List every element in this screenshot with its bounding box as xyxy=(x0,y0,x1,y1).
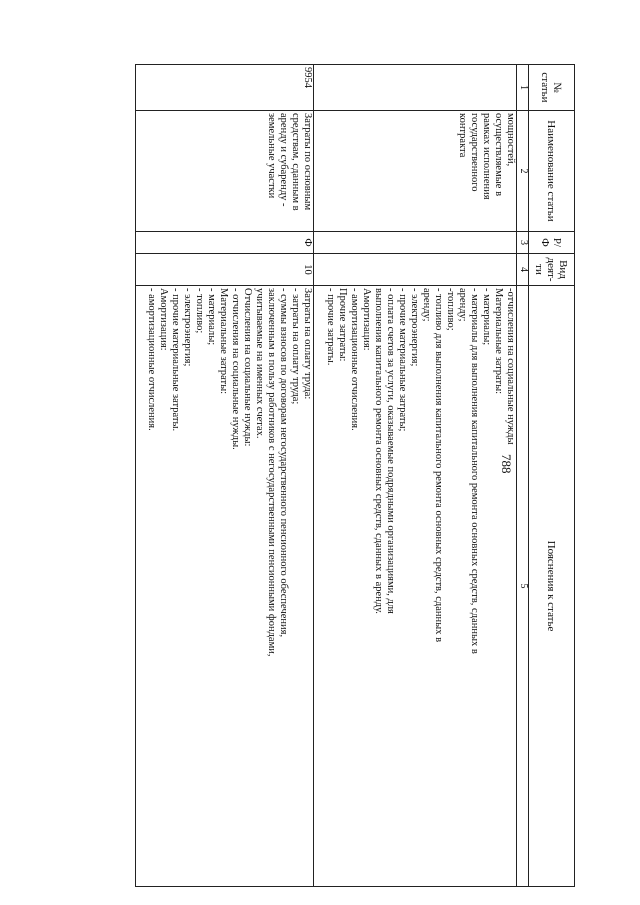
explanation-line: - материалы для выполнения капитального ремонта основных средств, сданных в xyxy=(469,288,480,654)
article-activity xyxy=(313,254,516,286)
header-rf: Р/ Ф xyxy=(529,232,575,254)
table-header-row xyxy=(529,65,575,887)
explanation-line: учитываемые на именных счетах. xyxy=(253,288,265,439)
article-activity: 10 xyxy=(136,254,314,286)
explanation-line: Материальные затраты: xyxy=(493,288,504,395)
explanation-line: Отчисления на социальные нужды: xyxy=(241,288,253,447)
explanation-line: - материалы; xyxy=(481,288,492,346)
explanation-line: выполнения капитального ремонта основных средств, сданных в аренду. xyxy=(373,288,384,614)
column-number: 2 xyxy=(517,111,529,232)
article-explanations xyxy=(136,286,314,887)
column-number-row xyxy=(517,65,529,887)
column-number: 3 xyxy=(517,232,529,254)
explanation-line: - прочие материальные затраты. xyxy=(169,288,181,432)
header-article-name: Наименование статьи xyxy=(529,111,575,232)
explanation-line: - отчисления на социальные нужды. xyxy=(229,288,241,450)
explanation-line: Амортизация: xyxy=(361,288,372,351)
explanation-line: Прочие затраты: xyxy=(337,288,348,362)
column-number: 5 xyxy=(517,286,529,887)
column-number: 1 xyxy=(517,65,529,111)
article-rf xyxy=(313,232,516,254)
explanation-line: аренду; xyxy=(457,288,468,322)
explanation-line: - оплата счетов за услуги, оказываемые подрядными организациями, для xyxy=(385,288,396,614)
explanation-line: аренду; xyxy=(421,288,432,322)
column-number: 4 xyxy=(517,254,529,286)
explanation-line: - суммы взносов по договорам негосударственного пенсионного обеспечения, xyxy=(277,288,289,638)
rotated-page-content xyxy=(135,64,575,886)
table-row xyxy=(136,65,314,887)
explanation-line: Материальные затраты: xyxy=(217,288,229,395)
explanation-line: - электроэнергия; xyxy=(181,288,193,367)
article-code xyxy=(313,65,516,111)
header-explanations: Пояснения к статье xyxy=(529,286,575,887)
header-activity-type: Вид деят-ти xyxy=(529,254,575,286)
header-article-number: № статьи xyxy=(529,65,575,111)
table-row xyxy=(313,65,516,887)
explanation-line: - электроэнергия; xyxy=(409,288,420,367)
page-number: 788 xyxy=(499,454,514,474)
explanation-line: - амортизационные отчисления. xyxy=(349,288,360,431)
explanation-line: -отчисления на социальные нужды xyxy=(505,288,516,445)
article-name: мощностей, осуществляемые в рамках исполнения государственного контракта xyxy=(313,111,516,232)
explanation-line: -топливо; xyxy=(445,288,456,331)
explanation-line: - амортизационные отчисления. xyxy=(145,288,157,431)
explanation-line: - топливо; xyxy=(193,288,205,334)
explanation-line: Амортизация: xyxy=(157,288,169,351)
article-name: Затраты по основным средствам, сданным в аренду и субаренду - земельные участки xyxy=(136,111,314,232)
explanation-line: - прочие затраты. xyxy=(325,288,336,366)
explanation-line: заключенным в пользу работников с негосударственными пенсионными фондами, xyxy=(265,288,277,657)
explanation-line: - материалы; xyxy=(205,288,217,346)
explanation-line: - затраты на оплату труда; xyxy=(289,288,301,405)
articles-table xyxy=(135,64,575,887)
article-explanations xyxy=(313,286,516,887)
explanation-line: - прочие материальные затраты; xyxy=(397,288,408,432)
article-rf: Ф xyxy=(136,232,314,254)
explanation-line: Затраты на оплату труда: xyxy=(301,288,313,400)
article-code: 9954 xyxy=(136,65,314,111)
explanation-line: - топливо для выполнения капитального ремонта основных средств, сданных в xyxy=(433,288,444,643)
